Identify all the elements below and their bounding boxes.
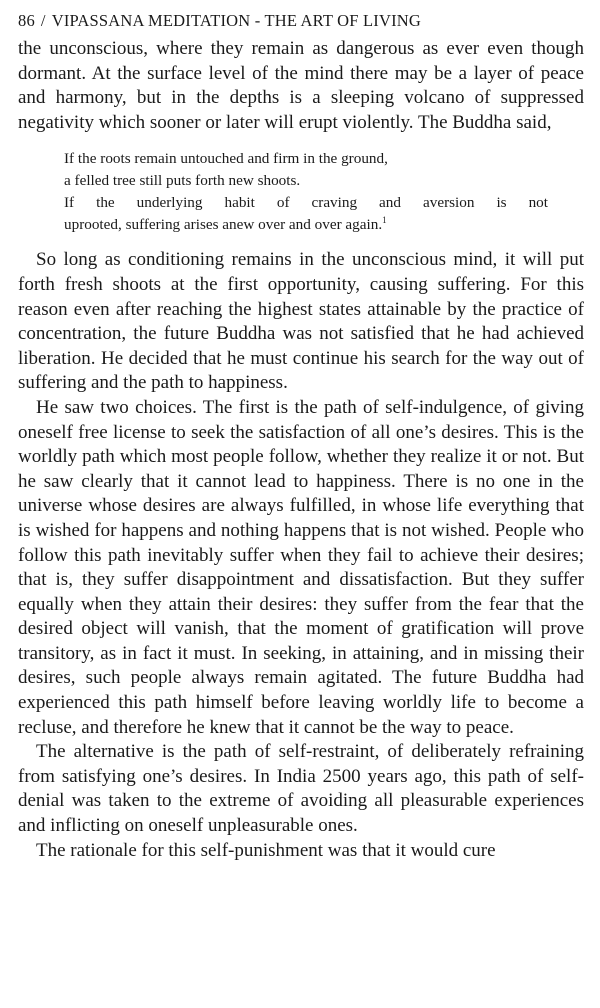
paragraph-5: The rationale for this self-punishment was that it would cure [36,839,496,861]
paragraph-4: The alternative is the path of self-restraint, of deliberately refraining from satisfying one’s desires. In India 2500 years ago, this path of self-denial was taken to the extreme of avoiding all pleasurable experiences and inflicting on oneself unpleasurable ones. [18,741,584,837]
block-quote [64,148,548,236]
quote-line-4 [64,214,548,236]
body-text [18,248,584,863]
header-separator: / [40,11,46,30]
quote-line-2: a felled tree still puts forth new shoots. [64,172,301,190]
footnote-marker: 1 [382,215,387,226]
paragraph-1: the unconscious, where they remain as dangerous as ever even though dormant. At the surface level of the mind there may be a layer of peace and harmony, but in the depths is a sleeping volcano of suppressed negativity which sooner or later will erupt violently. The Buddha said, [18,38,584,133]
running-header [18,8,584,34]
quote-line-3: If the underlying habit of craving and aversion is not [64,194,548,212]
book-page [18,8,584,863]
running-title: VIPASSANA MEDITATION - THE ART OF LIVING [51,11,422,30]
paragraph-2: So long as conditioning remains in the unconscious mind, it will put forth fresh shoots at the first opportunity, causing suffering. For this reason even after reaching the highest states attainable by the practice of concentration, the future Buddha was not satisfied that he had achieved liberation. He decided that he must continue his search for the way out of suffering and the path to happiness. [18,249,584,394]
page-number: 86 [18,11,35,30]
quote-line-1: If the roots remain untouched and firm in the ground, [64,150,388,168]
paragraph-3: He saw two choices. The first is the path of self-indulgence, of giving oneself free license to seek the satisfaction of all one’s desires. This is the worldly path which most people follow, whether they realize it or not. But he saw clearly that it cannot lead to happiness. There is no one in the universe whose desires are always fulfilled, in whose life everything that is wished for happens and nothing happens that is not wished. People who follow this path inevitably suffer when they fail to achieve their desires; that is, they suffer disappointment and dissatisfaction. But they suffer equally when they attain their desires: they suffer from the fear that the desired object will vanish, that the moment of gratification will prove transitory, as in fact it must. In seeking, in attaining, and in missing their desires, such people always remain agitated. The future Buddha had experienced this path himself before leaving worldly life to become a recluse, and therefore he knew that it cannot be the way to peace. [18,396,584,738]
quote-line-4-text: uprooted, suffering arises anew over and over again. [64,216,383,234]
